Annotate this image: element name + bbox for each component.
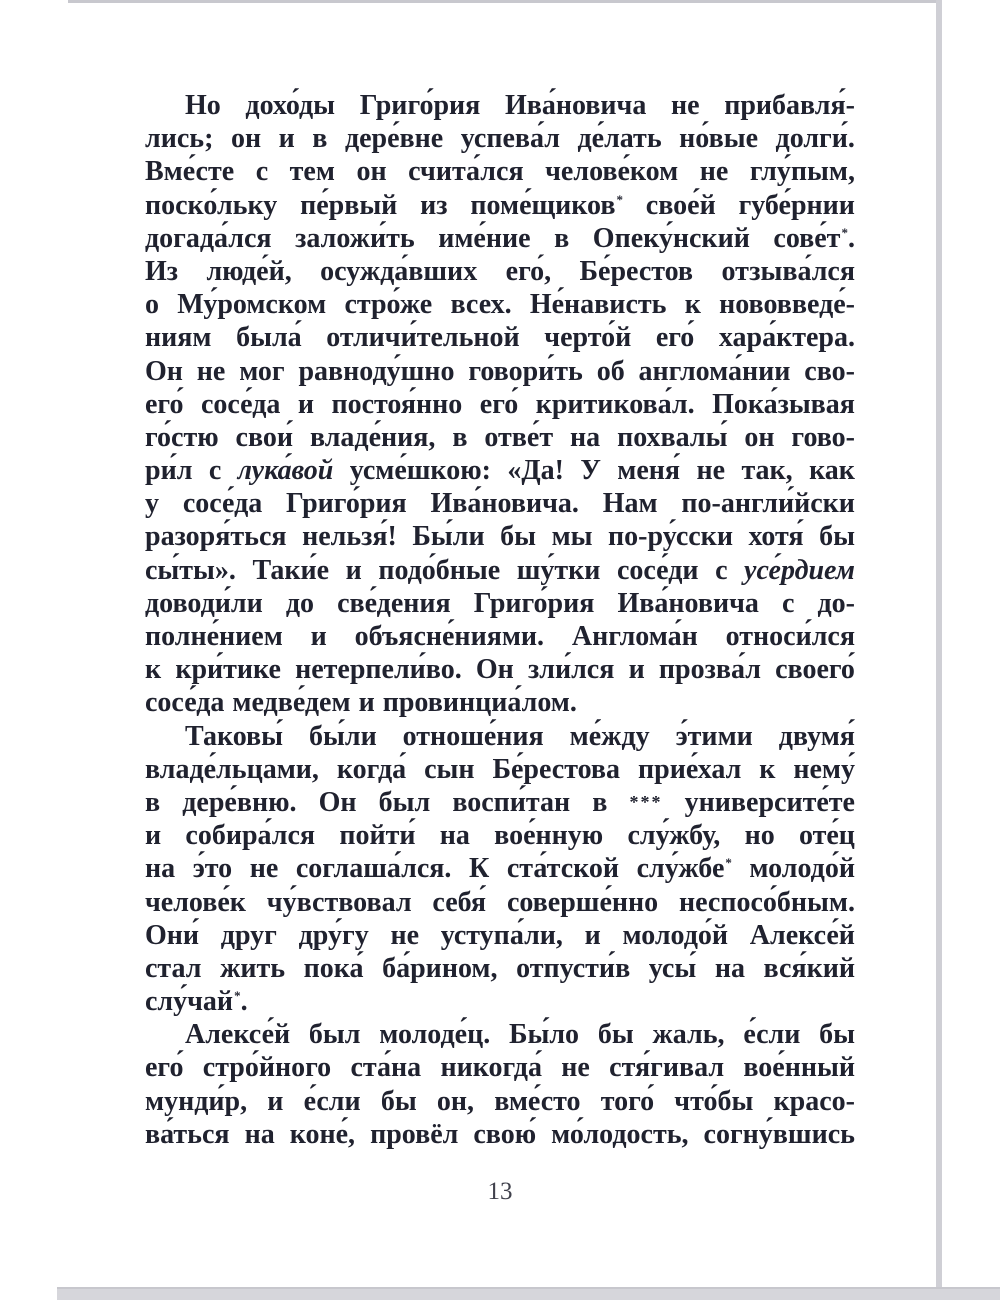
- word: у: [145, 488, 159, 520]
- text-line: [145, 886, 855, 919]
- word: бы: [819, 1019, 855, 1051]
- word: и: [345, 554, 362, 586]
- text-line: [145, 620, 855, 653]
- text-line: [145, 222, 855, 255]
- word: отпусти́в: [516, 952, 631, 984]
- word: сын: [424, 753, 475, 785]
- page-edge-right: [936, 0, 942, 1288]
- word: ва́ться: [145, 1118, 230, 1150]
- word: провёл: [370, 1118, 459, 1150]
- word: У: [580, 455, 601, 487]
- word: Алексе́й: [749, 919, 855, 951]
- word: так,: [741, 455, 793, 487]
- word: Он: [475, 654, 514, 686]
- word: на: [244, 1118, 275, 1150]
- word: равноду́шно: [298, 355, 455, 387]
- word: и: [145, 820, 162, 852]
- word: объясне́ниями.: [354, 621, 545, 652]
- word: не: [699, 156, 729, 188]
- footnote-mark: *: [841, 224, 848, 240]
- word: долги́.: [775, 123, 855, 155]
- word: поско́льку: [145, 189, 278, 221]
- word: и: [278, 123, 295, 155]
- text-line: [145, 554, 855, 587]
- word: отноше́ния: [402, 720, 544, 752]
- word: и: [584, 919, 601, 951]
- word: никогда́: [440, 1052, 542, 1084]
- word: сосе́да: [145, 687, 225, 719]
- word: была́: [236, 322, 302, 354]
- text-line: [145, 852, 855, 885]
- text-line: [145, 985, 855, 1018]
- word: не: [249, 853, 279, 885]
- word: вся́кий: [763, 952, 855, 984]
- word: и: [297, 388, 314, 420]
- word: хара́ктера.: [718, 322, 855, 354]
- word: к: [684, 289, 701, 321]
- word: мы: [551, 521, 593, 553]
- word: слу́чай*.: [145, 986, 248, 1018]
- word: к: [759, 753, 776, 785]
- word: осужда́вших: [320, 255, 478, 287]
- word: лука́вой: [237, 455, 334, 487]
- word: сы́ты».: [145, 554, 236, 586]
- word: был: [378, 786, 431, 818]
- word: е́сли: [303, 1085, 361, 1117]
- word: Бе́рестов: [579, 255, 694, 287]
- text-line: [145, 421, 855, 454]
- word: не: [696, 455, 726, 487]
- word: медве́дем: [232, 687, 351, 719]
- word: чу́вствовал: [266, 886, 412, 918]
- word: Нам: [602, 488, 658, 520]
- word: ста́на: [350, 1052, 422, 1084]
- word: дере́вню.: [182, 786, 297, 818]
- word: как: [809, 455, 855, 487]
- word: Григо́рия: [286, 488, 407, 520]
- word: Бы́ли: [412, 521, 485, 553]
- word: на: [714, 952, 745, 984]
- footnote-mark: *: [616, 191, 623, 207]
- text-line: [145, 1118, 855, 1151]
- word: челове́к: [145, 886, 246, 918]
- word: черто́й: [544, 322, 632, 354]
- word: бы́ли: [309, 720, 377, 752]
- word: зли́лся: [528, 654, 615, 686]
- word: К: [468, 853, 490, 885]
- word: в: [554, 222, 570, 254]
- word: но: [744, 820, 775, 852]
- word: доводи́ли: [145, 587, 263, 619]
- text-line: [145, 388, 855, 421]
- word: его́: [479, 388, 519, 420]
- word: воспи́тан: [452, 786, 571, 818]
- word: Ива́новича: [504, 90, 647, 121]
- word: похвалы́: [617, 421, 728, 453]
- text-line: [145, 520, 855, 553]
- page-number: 13: [487, 1178, 513, 1205]
- word: двумя́: [778, 720, 855, 752]
- word: Ива́новича: [617, 587, 759, 619]
- word: заложи́ть: [295, 222, 415, 254]
- word: хотя́: [748, 521, 804, 553]
- word: люде́й,: [206, 255, 292, 287]
- text-line: [145, 587, 855, 620]
- word: постоя́нно: [331, 388, 463, 420]
- word: друг: [220, 919, 277, 951]
- text-line: [145, 89, 855, 122]
- word: его́: [145, 1052, 184, 1084]
- word: усы́: [648, 952, 697, 984]
- word: свою́: [473, 1118, 537, 1150]
- word: Англома́н: [571, 621, 698, 652]
- word: пойти́: [339, 820, 416, 852]
- word: подо́бные: [378, 554, 501, 586]
- word: свои́: [235, 421, 294, 453]
- word: Ива́новича.: [430, 488, 579, 520]
- word: поме́щиков*: [470, 189, 623, 221]
- word: к: [145, 654, 162, 686]
- word: владе́льцами,: [145, 753, 319, 785]
- word: Бы́ло: [508, 1019, 580, 1051]
- word: Опеку́нский: [592, 222, 750, 254]
- word: с: [715, 554, 728, 586]
- word: жаль,: [652, 1019, 725, 1051]
- word: он: [230, 123, 262, 155]
- text-line: [145, 189, 855, 222]
- word: оте́ц: [798, 820, 855, 852]
- word: и: [267, 1085, 284, 1117]
- word: с: [255, 156, 269, 188]
- word: себя́: [432, 886, 487, 918]
- text-line: [145, 1085, 855, 1118]
- word: был: [308, 1019, 361, 1051]
- word: уступа́ли,: [440, 919, 563, 951]
- word: в: [592, 786, 608, 818]
- text-line: [145, 653, 855, 686]
- text-line: [145, 1051, 855, 1084]
- word: прозва́л: [658, 654, 761, 686]
- text-line: [145, 952, 855, 985]
- word: пока́: [303, 952, 364, 984]
- word: владе́ния,: [309, 421, 436, 453]
- word: в: [452, 421, 468, 453]
- word: слу́жбе*: [636, 853, 732, 885]
- word: Но: [185, 90, 221, 121]
- word: бы: [597, 1019, 634, 1051]
- word: вме́сто: [494, 1085, 581, 1117]
- word: Они́: [145, 919, 200, 951]
- word: меня́: [617, 455, 681, 487]
- text-line: [145, 255, 855, 288]
- word: с: [208, 455, 222, 487]
- word: молодо́й: [622, 919, 729, 951]
- word: э́тими: [675, 720, 753, 752]
- word: относи́лся: [725, 621, 855, 652]
- word: кри́тике: [175, 654, 281, 686]
- asterism-mark: ***: [629, 791, 663, 812]
- word: Он: [145, 355, 183, 387]
- word: ри́л: [145, 455, 193, 487]
- word: шу́тки: [516, 554, 601, 586]
- word: отличи́тельной: [326, 322, 520, 354]
- word: согну́вшись: [703, 1118, 855, 1150]
- word: губе́рнии: [738, 189, 855, 221]
- word: усме́шкою:: [349, 455, 491, 487]
- word: тем: [289, 156, 335, 188]
- word: ста́тской: [506, 853, 620, 885]
- word: е́сли: [743, 1019, 801, 1051]
- word: в: [145, 786, 161, 818]
- text-line: [145, 355, 855, 388]
- word: прибавля́-: [724, 90, 855, 121]
- word: он: [356, 156, 387, 188]
- page-edge-bottom: [57, 1287, 1000, 1300]
- word: стро́йного: [202, 1052, 332, 1084]
- word: жить: [220, 952, 286, 984]
- word: об: [596, 355, 625, 387]
- word: на: [145, 853, 176, 885]
- word: провинциа́лом.: [382, 687, 577, 719]
- word: слу́жбу,: [627, 820, 721, 852]
- word: Григо́рия: [473, 587, 595, 619]
- word: но́вые: [679, 123, 759, 155]
- word: ба́рином,: [382, 952, 498, 984]
- word: Бе́рестова: [492, 753, 621, 785]
- text-line: [145, 720, 855, 753]
- text-line: [145, 454, 855, 487]
- word: Вме́сте: [145, 156, 235, 188]
- word: сосе́да: [200, 388, 281, 420]
- word: не: [390, 919, 419, 951]
- word: дере́вне: [344, 123, 444, 155]
- word: говори́ть: [468, 355, 583, 387]
- word: нововведе́-: [719, 289, 855, 321]
- word: молоде́ц.: [379, 1019, 491, 1051]
- word: соглаша́лся.: [295, 853, 452, 885]
- word: име́ние: [438, 222, 531, 254]
- word: его́: [145, 388, 184, 420]
- word: его́,: [505, 255, 552, 287]
- word: догада́лся: [145, 222, 272, 254]
- word: он,: [436, 1085, 475, 1117]
- word: до-: [817, 587, 855, 619]
- word: нельзя́!: [302, 521, 397, 553]
- word: лись;: [145, 123, 214, 155]
- word: сове́т*.: [773, 222, 855, 254]
- word: Григо́рия: [359, 90, 481, 121]
- word: сосе́да: [182, 488, 263, 520]
- text-line: [145, 753, 855, 786]
- word: собира́лся: [185, 820, 316, 852]
- word: дру́гу: [298, 919, 369, 951]
- word: отзыва́лся: [721, 255, 855, 287]
- word: до: [285, 587, 314, 619]
- word: челове́ком: [545, 156, 679, 188]
- word: вое́нную: [494, 820, 604, 852]
- word: его́: [655, 322, 695, 354]
- word: счита́лся: [408, 156, 524, 188]
- word: стал: [145, 952, 202, 984]
- word: пе́рвый: [300, 189, 398, 221]
- word: Он: [318, 786, 357, 818]
- footnote-mark: *: [234, 988, 241, 1004]
- word: Алексе́й: [185, 1019, 291, 1051]
- text-line: [145, 786, 855, 819]
- word: он: [744, 421, 775, 453]
- word: го́стю: [145, 421, 219, 453]
- word: когда́: [336, 753, 407, 785]
- word: сосе́ди: [616, 554, 699, 586]
- word: Не́нависть: [529, 289, 667, 321]
- word: англома́нии: [638, 355, 791, 387]
- word: что́бы: [674, 1085, 754, 1117]
- word: молодо́й: [749, 853, 855, 885]
- word: э́то: [192, 853, 233, 885]
- text-line: [145, 288, 855, 321]
- word: сво-: [804, 355, 855, 387]
- footnote-mark: *: [725, 855, 732, 871]
- word: мог: [239, 355, 285, 387]
- word: прие́хал: [637, 753, 742, 785]
- word: не: [196, 355, 226, 387]
- word: университе́те: [684, 786, 855, 818]
- text-line: [145, 122, 855, 155]
- word: гово-: [791, 421, 855, 453]
- word: Му́ромском: [177, 289, 327, 321]
- word: не: [561, 1052, 590, 1084]
- text-line: [145, 919, 855, 952]
- word: на: [439, 820, 470, 852]
- word: своего́: [775, 654, 855, 686]
- word: Из: [145, 255, 179, 287]
- word: бы: [380, 1085, 417, 1117]
- word: нему́: [793, 753, 855, 785]
- word: разоря́ться: [145, 521, 287, 553]
- word: стя́гивал: [609, 1052, 725, 1084]
- word: стро́же: [344, 289, 433, 321]
- word: и: [358, 687, 375, 719]
- word: усе́рдием: [744, 554, 855, 586]
- word: и: [310, 621, 327, 652]
- word: Таки́е: [252, 554, 330, 586]
- word: красо-: [773, 1085, 855, 1117]
- word: мунди́р,: [145, 1085, 248, 1117]
- word: мо́лодость,: [551, 1118, 689, 1150]
- text-line: [145, 819, 855, 852]
- word: вое́нный: [743, 1052, 855, 1084]
- word: с: [781, 587, 795, 619]
- word: по-англи́йски: [681, 488, 855, 520]
- word: глу́пым,: [749, 156, 855, 188]
- word: бы: [819, 521, 855, 553]
- word: де́лать: [577, 123, 662, 155]
- word: по-ру́сски: [608, 521, 733, 553]
- word: успева́л: [460, 123, 560, 155]
- word: на: [570, 421, 601, 453]
- page-edge-top: [68, 0, 936, 3]
- word: не: [671, 90, 700, 121]
- word: полне́нием: [145, 621, 283, 652]
- text-line: [145, 686, 855, 719]
- word: из: [420, 189, 448, 221]
- word: Таковы́: [185, 720, 284, 752]
- word: ниям: [145, 322, 212, 354]
- text-line: [145, 487, 855, 520]
- text-line: [145, 1018, 855, 1051]
- word: соверше́нно: [506, 886, 659, 918]
- word: отве́т: [484, 421, 554, 453]
- word: бы: [500, 521, 537, 553]
- word: ме́жду: [569, 720, 650, 752]
- word: всех.: [450, 289, 512, 321]
- word: коне́,: [289, 1118, 356, 1150]
- page-text: [145, 89, 855, 1151]
- word: того́: [600, 1085, 655, 1117]
- text-line: [145, 321, 855, 354]
- word: Пока́зывая: [712, 388, 855, 420]
- word: и: [628, 654, 645, 686]
- word: неспосо́бным.: [679, 886, 855, 918]
- word: о: [145, 289, 159, 321]
- word: [630, 786, 663, 819]
- word: све́дения: [337, 587, 451, 619]
- word: нетерпели́во.: [295, 654, 462, 686]
- word: критикова́л.: [535, 388, 695, 420]
- text-line: [145, 155, 855, 188]
- word: «Да!: [507, 455, 564, 487]
- word: дохо́ды: [245, 90, 336, 121]
- word: свое́й: [645, 189, 716, 221]
- word: в: [312, 123, 328, 155]
